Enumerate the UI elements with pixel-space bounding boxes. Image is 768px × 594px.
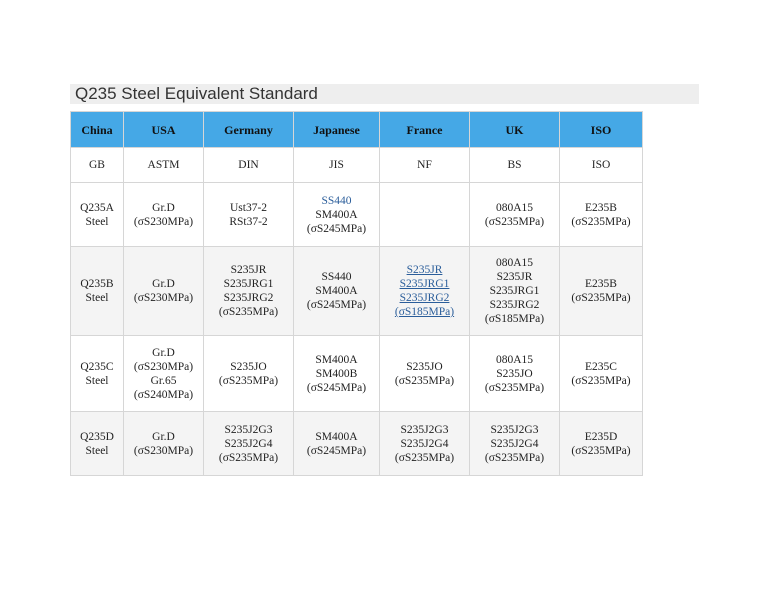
- grade-suffix: Steel: [85, 374, 109, 387]
- cell-line: 080A15: [495, 257, 534, 269]
- standard-nf: NF: [380, 148, 470, 183]
- cell-line: SM400A: [315, 353, 358, 366]
- cell-japanese: [294, 336, 380, 412]
- standard-bs: BS: [470, 148, 560, 183]
- cell-line: (σS235MPa): [218, 451, 279, 464]
- grade-name: Q235D: [80, 430, 114, 443]
- cell-line: S235JO: [406, 360, 443, 373]
- grade-name: Q235B: [80, 278, 114, 290]
- ss440-link[interactable]: SS440: [321, 194, 352, 207]
- header-germany: Germany: [204, 112, 294, 148]
- cell-line: S235JRG1: [489, 285, 540, 297]
- cell-line: (σS230MPa): [133, 360, 194, 373]
- cell-uk: [470, 336, 560, 412]
- cell-line: RSt37-2: [229, 215, 268, 228]
- cell-line: Gr.D: [152, 430, 175, 443]
- france-yield-link[interactable]: (σS185MPa): [394, 306, 455, 318]
- cell-line: (σS235MPa): [571, 444, 631, 457]
- header-china: China: [71, 112, 124, 148]
- header-france: France: [380, 112, 470, 148]
- standard-iso: ISO: [560, 148, 643, 183]
- cell-line: S235J2G4: [400, 437, 449, 450]
- cell-uk: [470, 247, 560, 336]
- cell-france: [380, 247, 470, 336]
- cell-line: (σS235MPa): [484, 215, 545, 228]
- standard-astm: ASTM: [124, 148, 204, 183]
- cell-china: [71, 336, 124, 412]
- cell-line: S235JO: [230, 360, 267, 373]
- cell-line: S235J2G3: [490, 423, 539, 436]
- cell-usa: [124, 336, 204, 412]
- cell-line: S235JRG2: [223, 292, 274, 304]
- header-usa: USA: [124, 112, 204, 148]
- cell-germany: [204, 183, 294, 247]
- cell-line: Gr.65: [150, 374, 177, 387]
- cell-china: [71, 183, 124, 247]
- grade-name: Q235A: [80, 201, 114, 214]
- cell-line: E235B: [585, 201, 617, 214]
- france-s235jrg1-link[interactable]: S235JRG1: [399, 278, 450, 290]
- cell-japanese: [294, 183, 380, 247]
- cell-japanese: [294, 412, 380, 476]
- standard-gb: GB: [71, 148, 124, 183]
- page-title: Q235 Steel Equivalent Standard: [75, 84, 318, 103]
- cell-line: (σS235MPa): [484, 381, 545, 394]
- cell-line: (σS235MPa): [484, 451, 545, 464]
- cell-line: SM400A: [315, 430, 358, 443]
- cell-line: (σS235MPa): [218, 374, 279, 387]
- cell-line: Ust37-2: [229, 201, 268, 214]
- france-s235jr-link[interactable]: S235JR: [406, 264, 443, 276]
- cell-line: (σS230MPa): [133, 215, 194, 228]
- cell-line: S235JR: [230, 264, 267, 276]
- cell-line: (σS245MPa): [306, 222, 367, 235]
- cell-iso: [560, 336, 643, 412]
- cell-line: S235J2G3: [400, 423, 449, 436]
- cell-france: [380, 412, 470, 476]
- grade-name: Q235C: [80, 360, 114, 373]
- table-header-row: [71, 112, 643, 148]
- cell-france-empty: [380, 183, 470, 247]
- cell-line: SM400A: [315, 208, 358, 221]
- cell-line: (σS185MPa): [484, 313, 545, 325]
- cell-usa: [124, 412, 204, 476]
- cell-germany: [204, 336, 294, 412]
- header-uk: UK: [470, 112, 560, 148]
- cell-line: (σS245MPa): [306, 299, 367, 311]
- cell-usa: [124, 247, 204, 336]
- cell-line: SM400A: [315, 285, 358, 297]
- grade-suffix: Steel: [85, 292, 109, 304]
- grade-suffix: Steel: [85, 215, 109, 228]
- france-s235jrg2-link[interactable]: S235JRG2: [399, 292, 450, 304]
- cell-line: (σS235MPa): [394, 374, 455, 387]
- cell-line: (σS235MPa): [571, 374, 631, 387]
- standard-jis: JIS: [294, 148, 380, 183]
- grade-suffix: Steel: [85, 444, 109, 457]
- cell-line: S235J2G4: [490, 437, 539, 450]
- cell-line: S235JRG1: [223, 278, 274, 290]
- cell-line: (σS230MPa): [133, 444, 194, 457]
- steel-equivalent-table: [70, 111, 643, 476]
- cell-germany: [204, 247, 294, 336]
- cell-line: Gr.D: [152, 346, 175, 359]
- cell-iso: [560, 412, 643, 476]
- cell-germany: [204, 412, 294, 476]
- cell-iso: [560, 183, 643, 247]
- cell-iso: [560, 247, 643, 336]
- cell-line: E235D: [584, 430, 618, 443]
- title-bar: [70, 84, 699, 104]
- cell-line: (σS230MPa): [133, 292, 194, 304]
- table-row-q235c: [71, 336, 643, 412]
- table-row-q235d: [71, 412, 643, 476]
- cell-line: (σS245MPa): [306, 381, 367, 394]
- cell-line: 080A15: [495, 353, 534, 366]
- table-row-q235a: [71, 183, 643, 247]
- cell-france: [380, 336, 470, 412]
- cell-line: S235J2G3: [224, 423, 273, 436]
- cell-line: (σS235MPa): [571, 215, 631, 228]
- cell-line: E235B: [585, 278, 617, 290]
- cell-line: S235JR: [496, 271, 533, 283]
- cell-line: SM400B: [315, 367, 358, 380]
- cell-china: [71, 247, 124, 336]
- cell-line: S235JO: [496, 367, 533, 380]
- cell-line: (σS235MPa): [571, 292, 631, 304]
- cell-line: SS440: [321, 271, 352, 283]
- standards-row: [71, 148, 643, 183]
- cell-uk: [470, 412, 560, 476]
- cell-china: [71, 412, 124, 476]
- cell-line: (σS235MPa): [218, 306, 279, 318]
- cell-line: S235JRG2: [489, 299, 540, 311]
- standard-din: DIN: [204, 148, 294, 183]
- cell-line: (σS235MPa): [394, 451, 455, 464]
- cell-line: (σS240MPa): [133, 388, 194, 401]
- table-row-q235b: [71, 247, 643, 336]
- cell-line: Gr.D: [152, 201, 175, 214]
- cell-line: S235J2G4: [224, 437, 273, 450]
- header-iso: ISO: [560, 112, 643, 148]
- cell-line: E235C: [585, 360, 617, 373]
- cell-usa: [124, 183, 204, 247]
- cell-japanese: [294, 247, 380, 336]
- cell-line: (σS245MPa): [306, 444, 367, 457]
- header-japanese: Japanese: [294, 112, 380, 148]
- cell-line: 080A15: [495, 201, 534, 214]
- cell-line: Gr.D: [152, 278, 175, 290]
- cell-uk: [470, 183, 560, 247]
